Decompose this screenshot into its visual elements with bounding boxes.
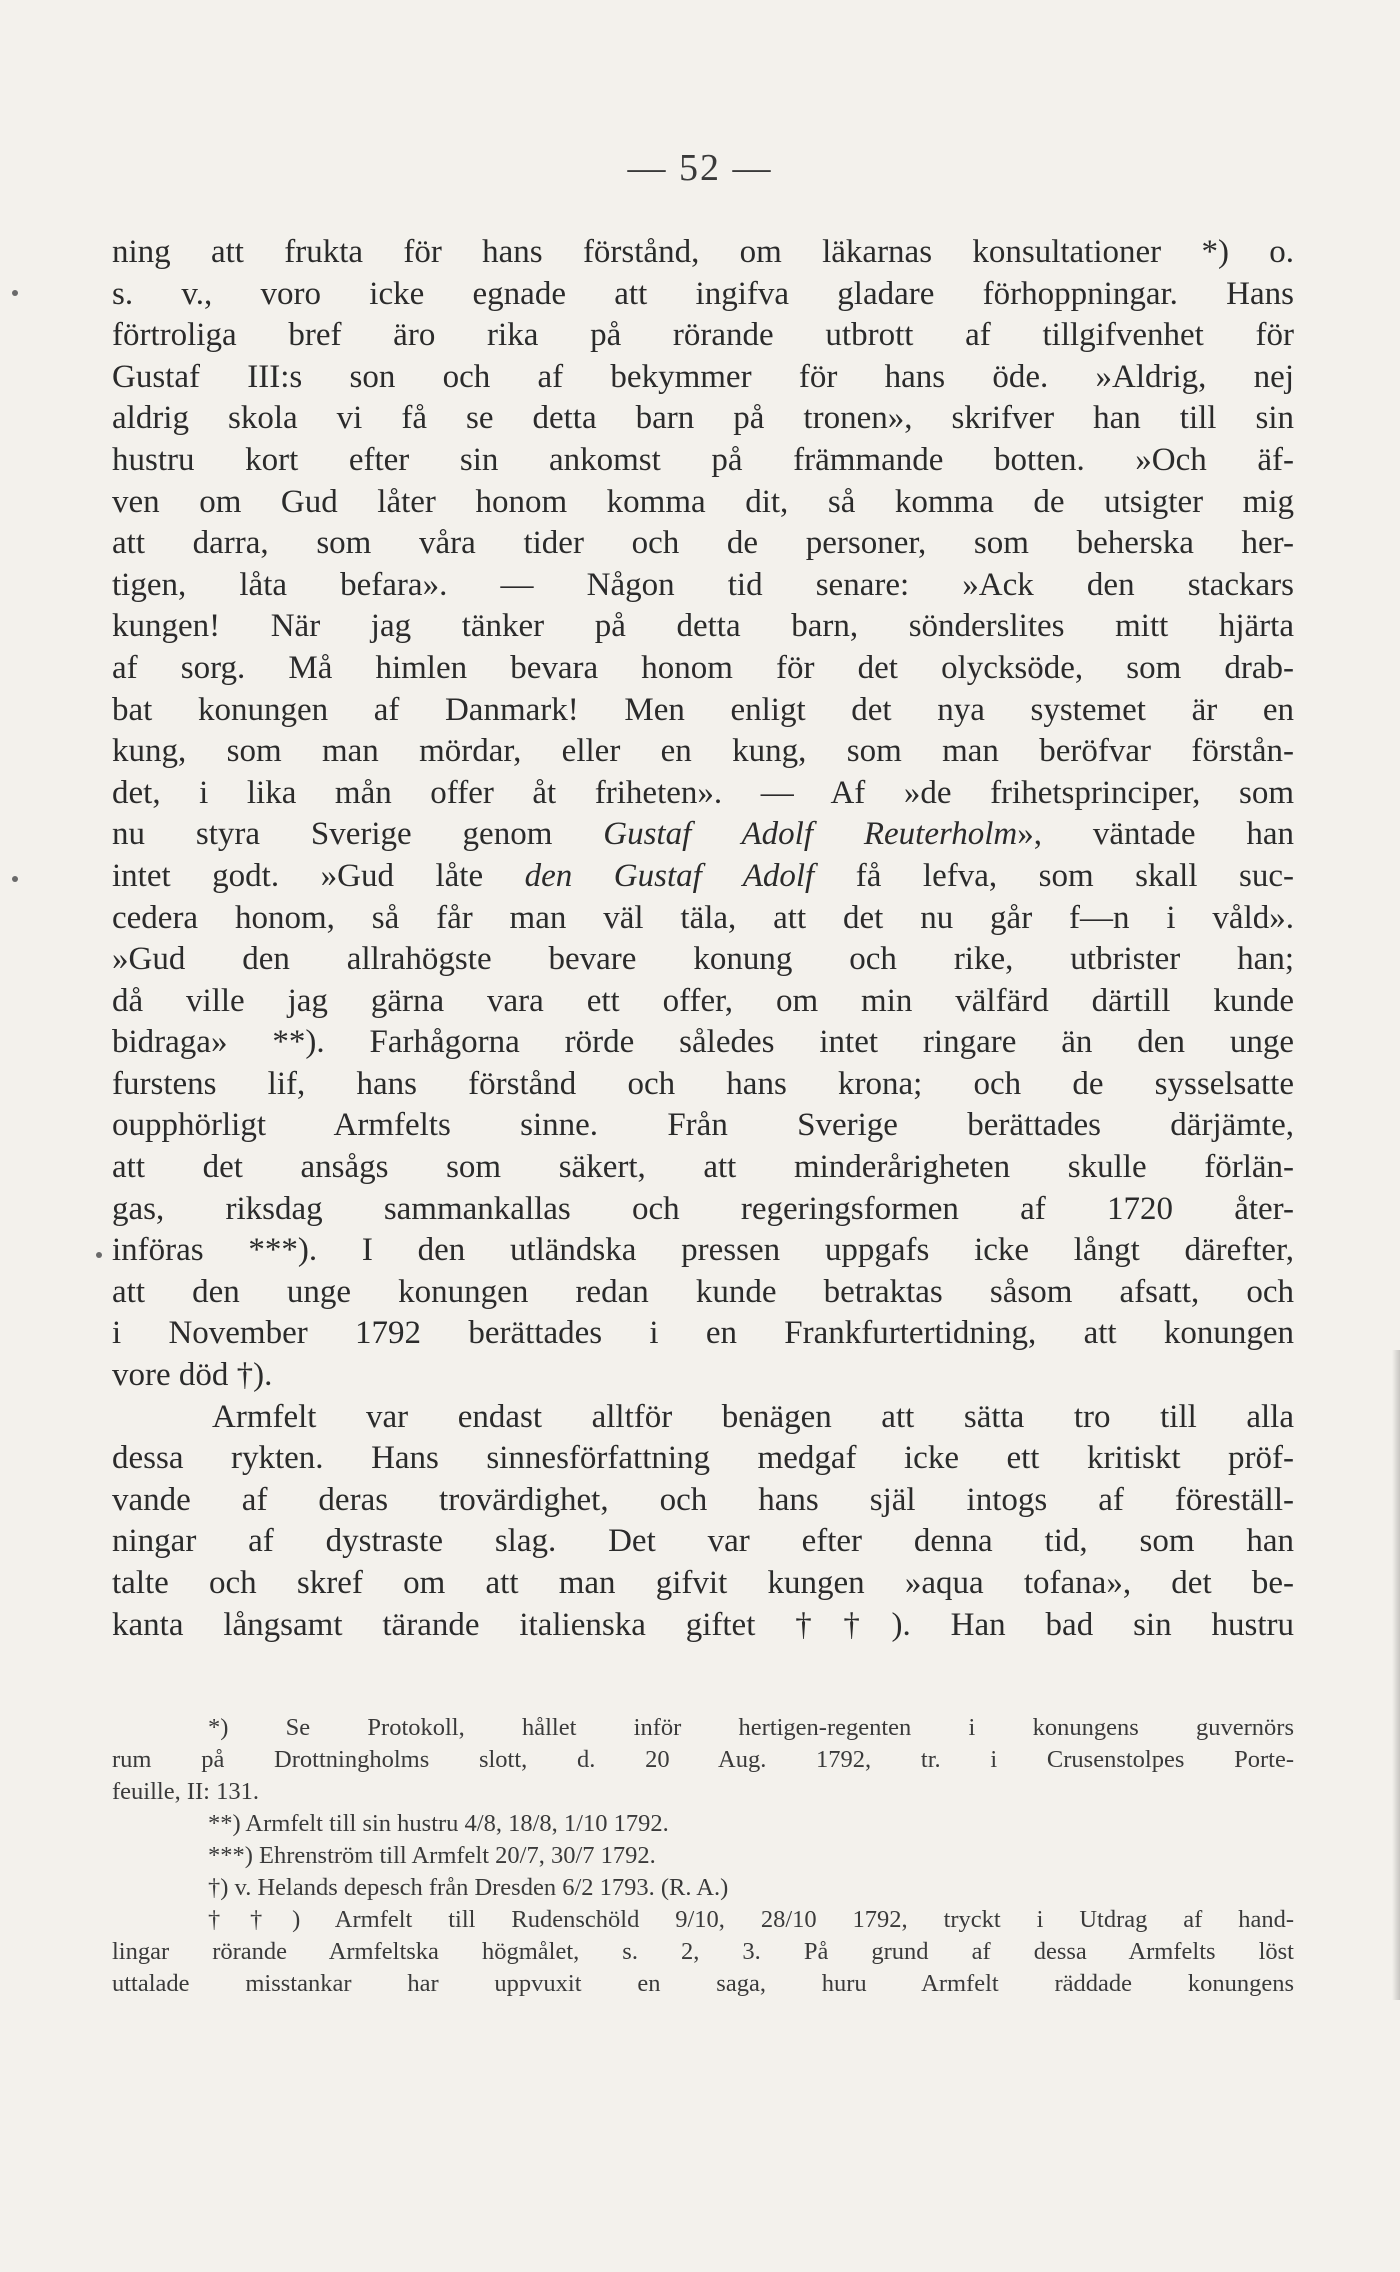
text-line: dessa rykten. Hans sinnesförfattning medgaf icke ett kritiskt pröf- — [112, 1440, 1294, 1477]
footnote-line: rum på Drottningholms slott, d. 20 Aug. 1792, tr. i Crusenstolpes Porte- — [112, 1746, 1294, 1773]
page-number: — 52 — — [627, 147, 773, 189]
text-line: Armfelt var endast alltför benägen att sätta tro till alla — [212, 1398, 1294, 1435]
footnotes — [112, 1712, 1294, 2000]
italic-name: Gustaf Adolf Reuterholm — [603, 816, 1018, 853]
line-end: », väntade han — [1017, 816, 1294, 853]
footnote-line: ***) Ehrenström till Armfelt 20/7, 30/7 1792. — [208, 1842, 656, 1869]
text-line-italic-name — [112, 814, 1294, 856]
text-line: gas, riksdag sammankallas och regeringsformen af 1720 åter- — [112, 1190, 1294, 1227]
text-line: bat konungen af Danmark! Men enligt det nya systemet är en — [112, 691, 1294, 728]
margin-dot — [96, 1252, 102, 1258]
text-line: då ville jag gärna vara ett offer, om min välfärd därtill kunde — [112, 982, 1294, 1019]
text-line: kungen! När jag tänker på detta barn, sönderslites mitt hjärta — [112, 608, 1294, 645]
text-line: ning att frukta för hans förstånd, om läkarnas konsultationer *) o. — [112, 234, 1294, 270]
text-line: ningar af dystraste slag. Det var efter denna tid, som han — [112, 1523, 1294, 1560]
body-text — [112, 232, 1294, 1646]
text-line: att det ansågs som säkert, att minderårigheten skulle förlän- — [112, 1149, 1294, 1186]
footnote-line: uttalade misstankar har uppvuxit en saga, huru Armfelt räddade konungens — [112, 1970, 1294, 1997]
text-line: s. v., voro icke egnade att ingifva gladare förhoppningar. Hans — [112, 275, 1294, 312]
text-line: att den unge konungen redan kunde betraktas såsom afsatt, och — [112, 1273, 1294, 1310]
text-line: ven om Gud låter honom komma dit, så komma de utsigter mig — [112, 483, 1294, 520]
footnote-line: **) Armfelt till sin hustru 4/8, 18/8, 1/10 1792. — [208, 1810, 669, 1837]
text-line: i November 1792 berättades i en Frankfurtertidning, att konungen — [112, 1315, 1294, 1352]
footnote-line: lingar rörande Armfeltska högmålet, s. 2, 3. På grund af dessa Armfelts löst — [112, 1938, 1294, 1965]
text-line: det, i lika mån offer åt friheten». — Af »de frihetsprinciper, som — [112, 774, 1294, 811]
text-line: af sorg. Må himlen bevara honom för det olycksöde, som drab- — [112, 649, 1294, 686]
text-line: kanta långsamt tärande italienska giftet ††). Han bad sin hustru — [112, 1606, 1294, 1643]
footnote-line: †) v. Helands depesch från Dresden 6/2 1793. (R. A.) — [208, 1874, 729, 1901]
text-line: oupphörligt Armfelts sinne. Från Sverige berättades därjämte, — [112, 1107, 1294, 1144]
text-line: cedera honom, så får man väl täla, att det nu går f—n i våld». — [112, 899, 1294, 936]
footnote-line: *) Se Protokoll, hållet inför hertigen-regenten i konungens guvernörs — [208, 1714, 1294, 1741]
line-end: få lefva, som skall suc- — [814, 857, 1294, 894]
text-line: vande af deras trovärdighet, och hans själ intogs af föreställ- — [112, 1481, 1294, 1518]
page-edge-shadow — [1392, 1350, 1400, 2000]
text-line: hustru kort efter sin ankomst på främmande botten. »Och äf- — [112, 441, 1294, 478]
margin-dot — [12, 876, 18, 882]
text-line: furstens lif, hans förstånd och hans krona; och de sysselsatte — [112, 1065, 1294, 1102]
text-line: vore död †). — [112, 1357, 273, 1394]
text-line: bidraga» **). Farhågorna rörde således intet ringare än den unge — [112, 1024, 1294, 1061]
text-line: Gustaf III:s son och af bekymmer för hans öde. »Aldrig, nej — [112, 358, 1294, 395]
text-line: »Gud den allrahögste bevare konung och rike, utbrister han; — [112, 941, 1294, 978]
text-line: förtroliga bref äro rika på rörande utbrott af tillgifvenhet för — [112, 317, 1294, 354]
margin-dot — [12, 290, 18, 296]
text-line: kung, som man mördar, eller en kung, som man beröfvar förstån- — [112, 733, 1294, 770]
footnote-line: ††) Armfelt till Rudenschöld 9/10, 28/10 1792, tryckt i Utdrag af hand- — [208, 1906, 1294, 1933]
text-line: tigen, låta befara». — Någon tid senare: »Ack den stackars — [112, 566, 1294, 603]
line-start: nu styra Sverige genom — [112, 816, 604, 853]
text-line-italic-name — [112, 856, 1294, 898]
text-line: aldrig skola vi få se detta barn på tronen», skrifver han till sin — [112, 400, 1294, 437]
line-start: intet godt. »Gud låte — [112, 857, 525, 894]
text-line: talte och skref om att man gifvit kungen »aqua tofana», det be- — [112, 1565, 1294, 1601]
text-line: införas ***). I den utländska pressen uppgafs icke långt därefter, — [112, 1232, 1294, 1269]
italic-name: den Gustaf Adolf — [524, 857, 815, 894]
footnote-line: feuille, II: 131. — [112, 1778, 259, 1805]
text-line: att darra, som våra tider och de personer, som beherska her- — [112, 525, 1294, 562]
